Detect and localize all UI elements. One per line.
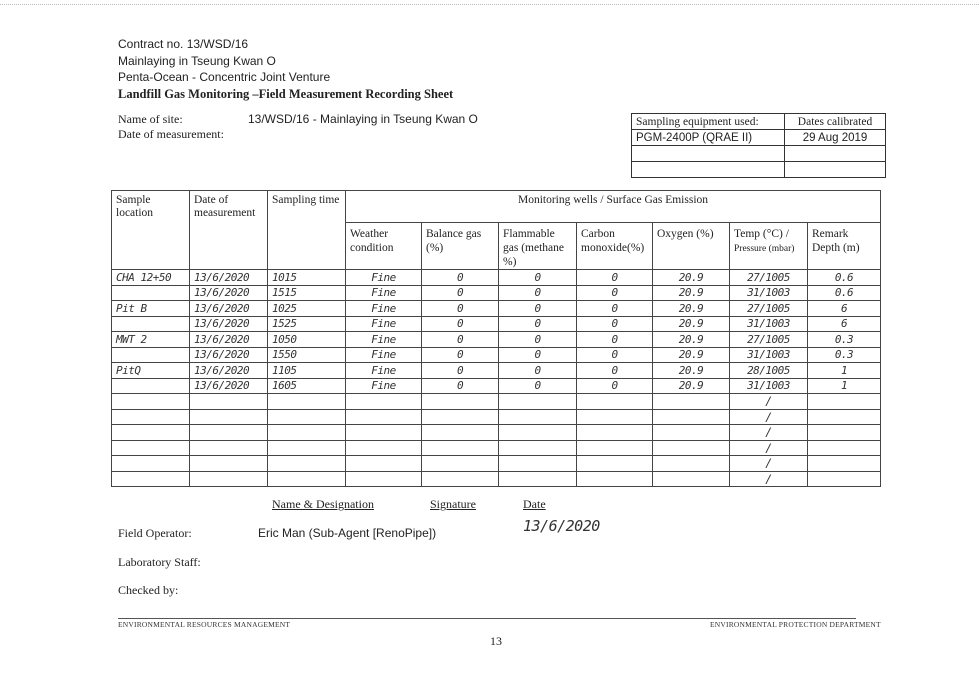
cell-remark: 0.6	[808, 270, 881, 286]
cell-temp-pressure: 27/1005	[730, 301, 808, 317]
empty-cell	[268, 456, 346, 472]
empty-cell	[499, 425, 577, 441]
table-row	[112, 301, 881, 317]
col-header-balance: Balance gas (%)	[422, 223, 499, 270]
cell-location	[112, 347, 190, 363]
cell-co: 0	[577, 378, 653, 394]
empty-cell	[190, 409, 268, 425]
cell-balance: 0	[422, 285, 499, 301]
empty-cell	[112, 456, 190, 472]
cell-balance: 0	[422, 270, 499, 286]
empty-cell	[422, 425, 499, 441]
empty-cell	[653, 471, 730, 487]
empty-cell	[346, 456, 422, 472]
empty-cell	[422, 440, 499, 456]
cell-oxygen: 20.9	[653, 285, 730, 301]
measurement-table	[111, 190, 881, 487]
empty-cell	[653, 409, 730, 425]
cell-date: 13/6/2020	[190, 347, 268, 363]
empty-cell: /	[730, 425, 808, 441]
empty-cell	[422, 456, 499, 472]
cell-remark: 6	[808, 316, 881, 332]
cell-weather: Fine	[346, 332, 422, 348]
checked-by-label: Checked by:	[118, 583, 179, 597]
empty-cell	[190, 425, 268, 441]
equipment-row	[632, 130, 886, 146]
empty-cell	[577, 456, 653, 472]
cell-balance: 0	[422, 347, 499, 363]
empty-cell	[346, 425, 422, 441]
signoff-col-signature	[430, 497, 476, 512]
col-header-flammable: Flammable gas (methane %)	[499, 223, 577, 270]
cell-date: 13/6/2020	[190, 378, 268, 394]
cell-balance: 0	[422, 332, 499, 348]
col-header-location: Sample location	[112, 191, 190, 270]
table-row-empty	[112, 394, 881, 410]
cell-temp-pressure: 31/1003	[730, 347, 808, 363]
cell-flammable: 0	[499, 332, 577, 348]
cell-weather: Fine	[346, 316, 422, 332]
cell-balance: 0	[422, 316, 499, 332]
empty-cell: /	[730, 394, 808, 410]
cell-co: 0	[577, 270, 653, 286]
equipment-table	[631, 113, 886, 178]
table-row-empty	[112, 440, 881, 456]
cell-flammable: 0	[499, 301, 577, 317]
scan-top-border	[0, 4, 979, 5]
cell-weather: Fine	[346, 285, 422, 301]
empty-cell	[346, 394, 422, 410]
empty-cell	[499, 440, 577, 456]
cell-location	[112, 316, 190, 332]
document-header	[118, 36, 453, 102]
table-row	[112, 270, 881, 286]
cell-date: 13/6/2020	[190, 316, 268, 332]
cell-flammable: 0	[499, 316, 577, 332]
empty-cell	[422, 471, 499, 487]
empty-cell	[577, 409, 653, 425]
empty-cell	[653, 394, 730, 410]
empty-cell	[268, 440, 346, 456]
col-header-oxygen: Oxygen (%)	[653, 223, 730, 270]
table-row-empty	[112, 471, 881, 487]
table-row-empty	[112, 456, 881, 472]
field-operator-name: Eric Man (Sub-Agent [RenoPipe])	[258, 526, 437, 540]
footer-left: ENVIRONMENTAL RESOURCES MANAGEMENT	[118, 620, 291, 629]
col-header-remark: Remark Depth (m)	[808, 223, 881, 270]
cell-co: 0	[577, 363, 653, 379]
empty-cell	[808, 425, 881, 441]
cell-oxygen: 20.9	[653, 363, 730, 379]
cell-time: 1025	[268, 301, 346, 317]
equipment-row	[632, 146, 886, 162]
cell-remark: 0.6	[808, 285, 881, 301]
cell-weather: Fine	[346, 301, 422, 317]
footer-rule	[118, 618, 856, 619]
col-header-weather: Weather condition	[346, 223, 422, 270]
cell-time: 1105	[268, 363, 346, 379]
empty-cell	[268, 394, 346, 410]
group-header-monitoring: Monitoring wells / Surface Gas Emission	[346, 191, 881, 223]
cell-co: 0	[577, 347, 653, 363]
col-header-date: Date of measurement	[190, 191, 268, 270]
cell-temp-pressure: 28/1005	[730, 363, 808, 379]
cell-temp-pressure: 31/1003	[730, 316, 808, 332]
empty-cell	[577, 425, 653, 441]
equipment-name	[632, 162, 785, 178]
cell-location: PitQ	[112, 363, 190, 379]
site-name-label: Name of site:	[118, 112, 183, 126]
table-row	[112, 347, 881, 363]
calibration-date	[785, 162, 886, 178]
empty-cell	[577, 440, 653, 456]
cell-date: 13/6/2020	[190, 285, 268, 301]
equipment-col-header: Sampling equipment used:	[632, 114, 785, 130]
cell-oxygen: 20.9	[653, 270, 730, 286]
empty-cell	[422, 394, 499, 410]
cell-temp-pressure: 31/1003	[730, 285, 808, 301]
table-row	[112, 285, 881, 301]
cell-balance: 0	[422, 301, 499, 317]
table-row	[112, 316, 881, 332]
empty-cell	[112, 471, 190, 487]
cell-location	[112, 285, 190, 301]
empty-cell: /	[730, 471, 808, 487]
cell-time: 1605	[268, 378, 346, 394]
cell-weather: Fine	[346, 347, 422, 363]
cell-oxygen: 20.9	[653, 301, 730, 317]
cell-remark: 6	[808, 301, 881, 317]
empty-cell	[499, 409, 577, 425]
sheet-title: Landfill Gas Monitoring –Field Measurement Recording Sheet	[118, 86, 454, 101]
cell-location: MWT 2	[112, 332, 190, 348]
cell-flammable: 0	[499, 347, 577, 363]
table-row	[112, 363, 881, 379]
contractor-name: Penta-Ocean - Concentric Joint Venture	[118, 70, 331, 84]
empty-cell	[808, 394, 881, 410]
empty-cell	[808, 409, 881, 425]
cell-remark: 0.3	[808, 347, 881, 363]
cell-flammable: 0	[499, 363, 577, 379]
cell-oxygen: 20.9	[653, 332, 730, 348]
cell-oxygen: 20.9	[653, 378, 730, 394]
empty-cell: /	[730, 456, 808, 472]
col-header-co: Carbon monoxide(%)	[577, 223, 653, 270]
cell-temp-pressure: 31/1003	[730, 378, 808, 394]
equipment-row	[632, 162, 886, 178]
calibrated-col-header: Dates calibrated	[785, 114, 886, 130]
empty-cell	[346, 409, 422, 425]
empty-cell	[112, 409, 190, 425]
cell-oxygen: 20.9	[653, 347, 730, 363]
cell-date: 13/6/2020	[190, 301, 268, 317]
empty-cell	[499, 394, 577, 410]
page-number: 13	[490, 634, 502, 648]
cell-weather: Fine	[346, 378, 422, 394]
cell-oxygen: 20.9	[653, 316, 730, 332]
empty-cell	[653, 425, 730, 441]
empty-cell	[112, 394, 190, 410]
empty-cell	[190, 440, 268, 456]
empty-cell	[190, 471, 268, 487]
empty-cell	[808, 456, 881, 472]
cell-remark: 1	[808, 378, 881, 394]
empty-cell	[808, 471, 881, 487]
empty-cell	[190, 394, 268, 410]
empty-cell	[268, 425, 346, 441]
field-operator-label: Field Operator:	[118, 526, 192, 540]
contract-number: Contract no. 13/WSD/16	[118, 37, 249, 51]
col-header-temp	[730, 223, 808, 270]
cell-balance: 0	[422, 363, 499, 379]
table-row-empty	[112, 409, 881, 425]
cell-date: 13/6/2020	[190, 363, 268, 379]
empty-cell	[190, 456, 268, 472]
name-designation-header: Name & Designation	[272, 497, 374, 511]
lab-staff-label: Laboratory Staff:	[118, 555, 201, 569]
empty-cell	[422, 409, 499, 425]
cell-temp-pressure: 27/1005	[730, 270, 808, 286]
table-header-row	[112, 191, 881, 223]
calibration-date	[785, 146, 886, 162]
project-name: Mainlaying in Tseung Kwan O	[118, 53, 276, 68]
equipment-name: PGM-2400P (QRAE II)	[632, 130, 785, 146]
cell-co: 0	[577, 316, 653, 332]
equipment-header-row	[632, 114, 886, 130]
table-row	[112, 332, 881, 348]
cell-temp-pressure: 27/1005	[730, 332, 808, 348]
cell-time: 1525	[268, 316, 346, 332]
col-header-pressure: Pressure (mbar)	[734, 244, 795, 254]
cell-remark: 1	[808, 363, 881, 379]
empty-cell: /	[730, 409, 808, 425]
empty-cell: /	[730, 440, 808, 456]
empty-cell	[653, 456, 730, 472]
cell-location: Pit B	[112, 301, 190, 317]
signoff-col-date	[523, 497, 546, 512]
cell-date: 13/6/2020	[190, 270, 268, 286]
signoff-col-name	[272, 497, 374, 512]
table-row	[112, 378, 881, 394]
empty-cell	[808, 440, 881, 456]
data-rows	[112, 270, 881, 487]
cell-time: 1550	[268, 347, 346, 363]
measurement-date-label: Date of measurement:	[118, 127, 224, 141]
date-header: Date	[523, 497, 546, 511]
cell-flammable: 0	[499, 378, 577, 394]
cell-location: CHA 12+50	[112, 270, 190, 286]
table-row-empty	[112, 425, 881, 441]
cell-date: 13/6/2020	[190, 332, 268, 348]
cell-time: 1515	[268, 285, 346, 301]
cell-weather: Fine	[346, 270, 422, 286]
empty-cell	[112, 425, 190, 441]
empty-cell	[112, 440, 190, 456]
cell-remark: 0.3	[808, 332, 881, 348]
col-header-temp-main: Temp (°C) /	[734, 228, 789, 240]
col-header-time: Sampling time	[268, 191, 346, 270]
cell-time: 1050	[268, 332, 346, 348]
empty-cell	[268, 471, 346, 487]
field-operator-date: 13/6/2020	[523, 517, 600, 535]
cell-balance: 0	[422, 378, 499, 394]
footer-right: ENVIRONMENTAL PROTECTION DEPARTMENT	[710, 620, 881, 629]
cell-co: 0	[577, 332, 653, 348]
empty-cell	[499, 471, 577, 487]
site-name-value: 13/WSD/16 - Mainlaying in Tseung Kwan O	[248, 112, 478, 126]
cell-time: 1015	[268, 270, 346, 286]
cell-weather: Fine	[346, 363, 422, 379]
cell-location	[112, 378, 190, 394]
site-info	[118, 112, 478, 142]
empty-cell	[653, 440, 730, 456]
cell-flammable: 0	[499, 285, 577, 301]
cell-flammable: 0	[499, 270, 577, 286]
empty-cell	[577, 394, 653, 410]
empty-cell	[346, 440, 422, 456]
empty-cell	[499, 456, 577, 472]
empty-cell	[577, 471, 653, 487]
cell-co: 0	[577, 285, 653, 301]
empty-cell	[346, 471, 422, 487]
signature-header: Signature	[430, 497, 476, 511]
empty-cell	[268, 409, 346, 425]
cell-co: 0	[577, 301, 653, 317]
equipment-name	[632, 146, 785, 162]
calibration-date: 29 Aug 2019	[785, 130, 886, 146]
